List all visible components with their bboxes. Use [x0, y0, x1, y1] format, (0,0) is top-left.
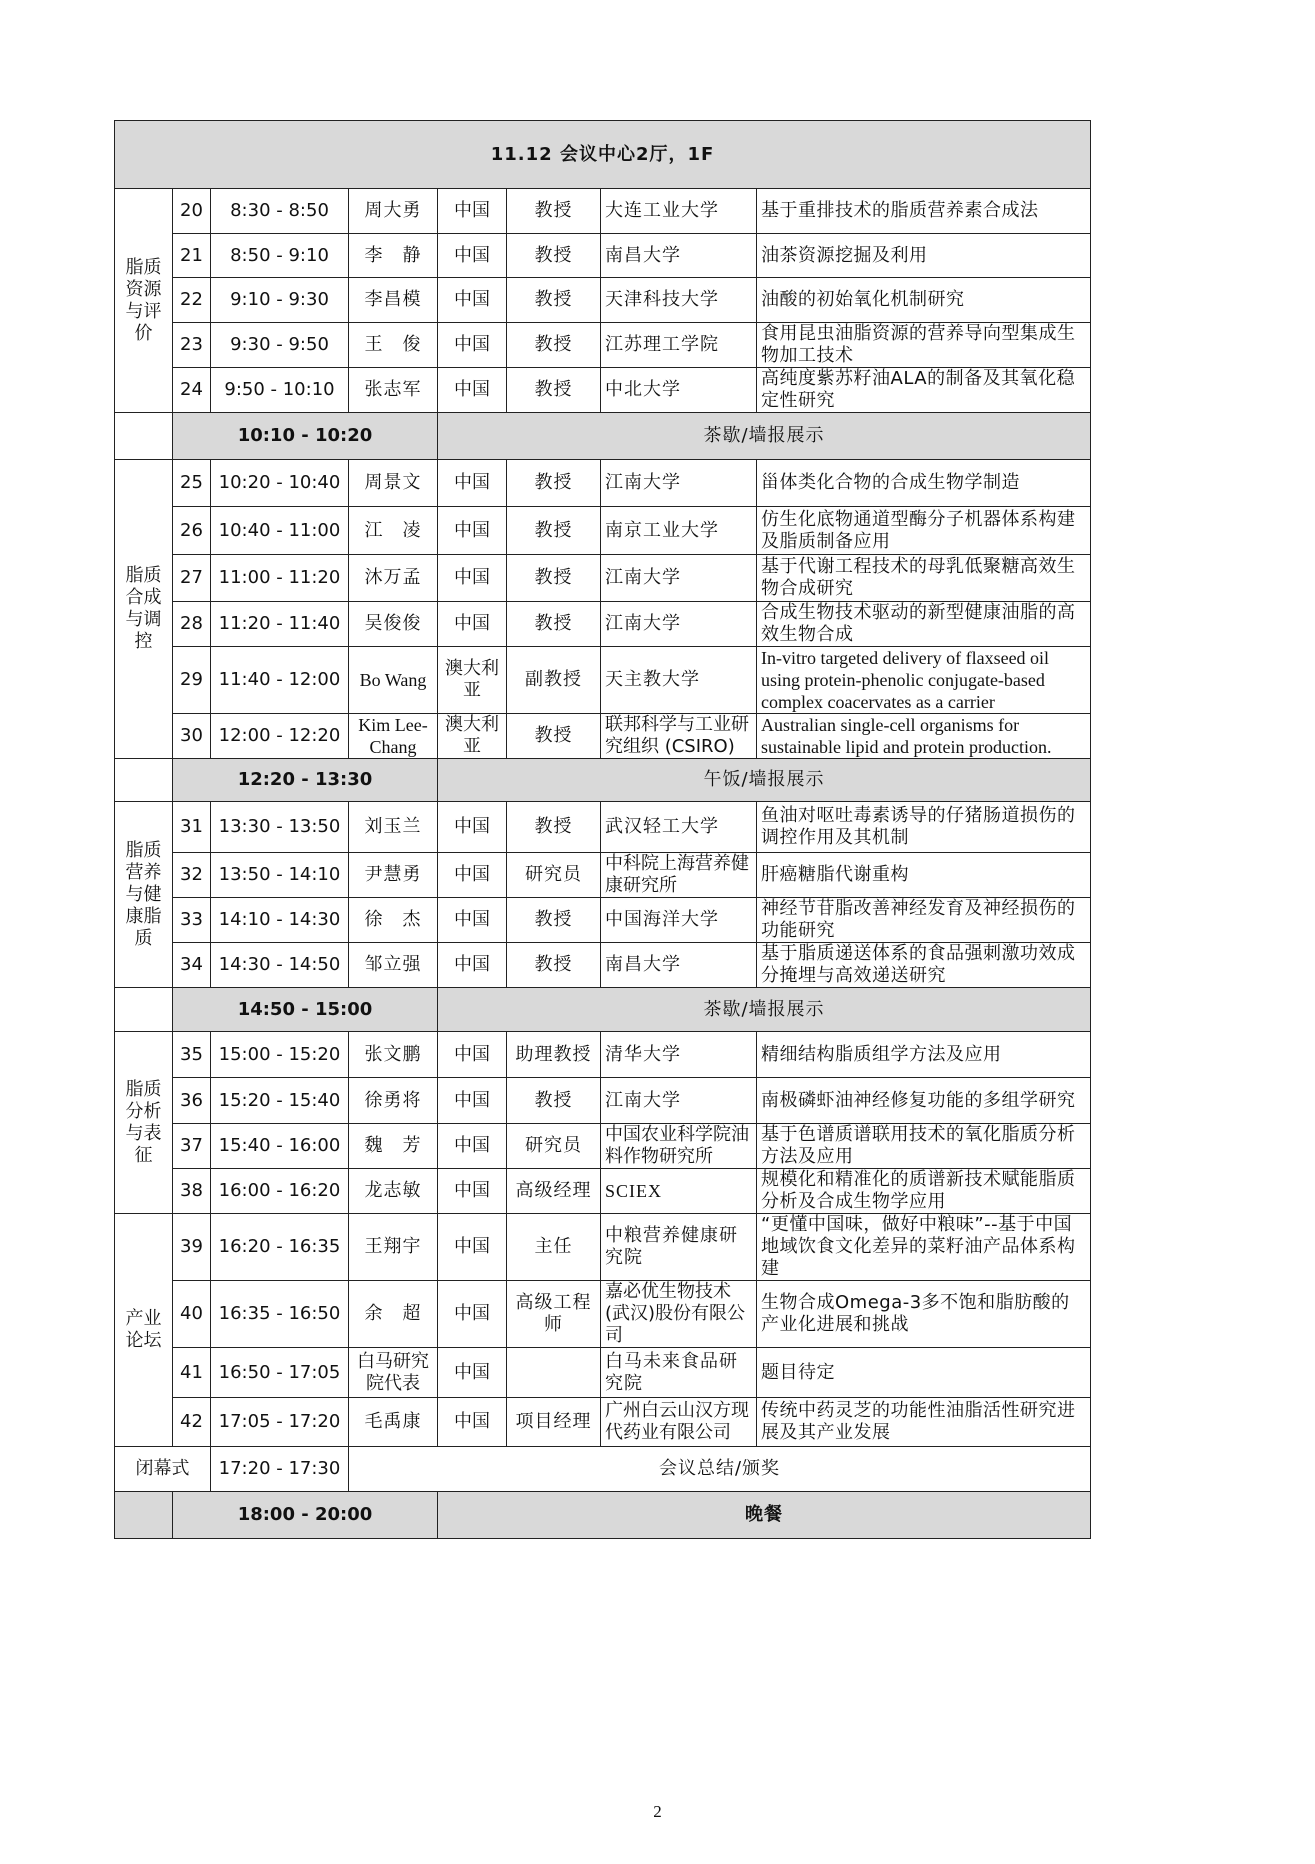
- speaker-name: 王 俊: [349, 323, 438, 368]
- break-time: 12:20 - 13:30: [173, 759, 438, 802]
- talk-topic: 鱼油对呕吐毒素诱导的仔猪肠道损伤的调控作用及其机制: [757, 802, 1091, 853]
- talk-topic: “更懂中国味，做好中粮味”--基于中国地域饮食文化差异的菜籽油产品体系构建: [757, 1214, 1091, 1281]
- speaker-country: 中国: [438, 555, 507, 602]
- talk-number: 42: [173, 1398, 211, 1447]
- talk-number: 35: [173, 1032, 211, 1078]
- speaker-country: 中国: [438, 507, 507, 555]
- closing-row: [115, 1447, 1091, 1492]
- talk-row: [115, 1078, 1091, 1124]
- talk-topic: Australian single-cell organisms for sustainable lipid and protein production.: [757, 714, 1091, 759]
- break-label: 午饭/墙报展示: [438, 759, 1091, 802]
- talk-number: 29: [173, 647, 211, 714]
- talk-number: 25: [173, 460, 211, 507]
- speaker-position: 教授: [507, 278, 601, 323]
- title-row: [115, 121, 1091, 189]
- talk-row: [115, 853, 1091, 898]
- talk-number: 26: [173, 507, 211, 555]
- talk-number: 21: [173, 234, 211, 278]
- speaker-country: 中国: [438, 802, 507, 853]
- speaker-organization: 清华大学: [601, 1032, 757, 1078]
- speaker-country: 中国: [438, 1398, 507, 1447]
- speaker-name: 徐勇将: [349, 1078, 438, 1124]
- break-empty-cell: [115, 413, 173, 460]
- speaker-name: Bo Wang: [349, 647, 438, 714]
- talk-row: [115, 507, 1091, 555]
- speaker-position: 教授: [507, 555, 601, 602]
- talk-row: [115, 278, 1091, 323]
- speaker-position: 主任: [507, 1214, 601, 1281]
- speaker-organization: 天津科技大学: [601, 278, 757, 323]
- talk-topic: 基于重排技术的脂质营养素合成法: [757, 189, 1091, 234]
- session-label: 脂质合成与调控: [115, 460, 173, 759]
- talk-row: [115, 234, 1091, 278]
- talk-time: 15:40 - 16:00: [211, 1124, 349, 1169]
- session-label: 脂质分析与表征: [115, 1032, 173, 1214]
- speaker-organization: 大连工业大学: [601, 189, 757, 234]
- talk-row: [115, 1169, 1091, 1214]
- talk-time: 12:00 - 12:20: [211, 714, 349, 759]
- speaker-name: 王翔宇: [349, 1214, 438, 1281]
- speaker-name: 吴俊俊: [349, 602, 438, 647]
- speaker-position: 助理教授: [507, 1032, 601, 1078]
- speaker-country: 澳大利亚: [438, 714, 507, 759]
- speaker-country: 中国: [438, 1348, 507, 1398]
- talk-time: 13:50 - 14:10: [211, 853, 349, 898]
- talk-row: [115, 460, 1091, 507]
- speaker-name: 张文鹏: [349, 1032, 438, 1078]
- talk-row: [115, 602, 1091, 647]
- talk-time: 8:30 - 8:50: [211, 189, 349, 234]
- speaker-name: 周景文: [349, 460, 438, 507]
- speaker-position: 教授: [507, 898, 601, 943]
- talk-number: 37: [173, 1124, 211, 1169]
- speaker-organization: 嘉必优生物技术(武汉)股份有限公司: [601, 1281, 757, 1348]
- talk-row: [115, 1214, 1091, 1281]
- speaker-country: 澳大利亚: [438, 647, 507, 714]
- talk-number: 32: [173, 853, 211, 898]
- speaker-organization: 中国海洋大学: [601, 898, 757, 943]
- talk-number: 33: [173, 898, 211, 943]
- talk-row: [115, 647, 1091, 714]
- speaker-name: 龙志敏: [349, 1169, 438, 1214]
- session-label: 产业论坛: [115, 1214, 173, 1447]
- speaker-position: 副教授: [507, 647, 601, 714]
- page-title: 11.12 会议中心2厅，1F: [115, 121, 1091, 189]
- speaker-country: 中国: [438, 898, 507, 943]
- speaker-country: 中国: [438, 1032, 507, 1078]
- speaker-position: 教授: [507, 234, 601, 278]
- dinner-label: 晚餐: [438, 1492, 1091, 1539]
- talk-topic: 传统中药灵芝的功能性油脂活性研究进展及其产业发展: [757, 1398, 1091, 1447]
- talk-number: 30: [173, 714, 211, 759]
- speaker-name: 江 凌: [349, 507, 438, 555]
- talk-number: 24: [173, 368, 211, 413]
- talk-time: 14:10 - 14:30: [211, 898, 349, 943]
- speaker-country: 中国: [438, 1078, 507, 1124]
- talk-topic: 油酸的初始氧化机制研究: [757, 278, 1091, 323]
- talk-number: 41: [173, 1348, 211, 1398]
- talk-topic: 甾体类化合物的合成生物学制造: [757, 460, 1091, 507]
- speaker-organization: 广州白云山汉方现代药业有限公司: [601, 1398, 757, 1447]
- talk-topic: 规模化和精准化的质谱新技术赋能脂质分析及合成生物学应用: [757, 1169, 1091, 1214]
- speaker-country: 中国: [438, 323, 507, 368]
- speaker-country: 中国: [438, 1124, 507, 1169]
- break-empty-cell: [115, 988, 173, 1032]
- speaker-name: 徐 杰: [349, 898, 438, 943]
- talk-number: 38: [173, 1169, 211, 1214]
- talk-topic: 食用昆虫油脂资源的营养导向型集成生物加工技术: [757, 323, 1091, 368]
- talk-time: 15:00 - 15:20: [211, 1032, 349, 1078]
- speaker-organization: 南昌大学: [601, 943, 757, 988]
- speaker-name: Kim Lee-Chang: [349, 714, 438, 759]
- speaker-position: 教授: [507, 323, 601, 368]
- talk-row: [115, 189, 1091, 234]
- speaker-position: 高级经理: [507, 1169, 601, 1214]
- talk-topic: 题目待定: [757, 1348, 1091, 1398]
- speaker-name: 李 静: [349, 234, 438, 278]
- talk-topic: 基于代谢工程技术的母乳低聚糖高效生物合成研究: [757, 555, 1091, 602]
- speaker-name: 李昌模: [349, 278, 438, 323]
- speaker-country: 中国: [438, 278, 507, 323]
- talk-number: 28: [173, 602, 211, 647]
- speaker-organization: 江南大学: [601, 555, 757, 602]
- talk-topic: 合成生物技术驱动的新型健康油脂的高效生物合成: [757, 602, 1091, 647]
- break-row: [115, 413, 1091, 460]
- speaker-organization: 中科院上海营养健康研究所: [601, 853, 757, 898]
- speaker-name: 白马研究院代表: [349, 1348, 438, 1398]
- dinner-row: [115, 1492, 1091, 1539]
- speaker-organization: 江南大学: [601, 1078, 757, 1124]
- schedule-table: [114, 120, 1091, 1539]
- break-label: 茶歇/墙报展示: [438, 413, 1091, 460]
- speaker-country: 中国: [438, 234, 507, 278]
- speaker-position: 教授: [507, 802, 601, 853]
- break-empty-cell: [115, 759, 173, 802]
- speaker-position: 研究员: [507, 1124, 601, 1169]
- talk-time: 17:05 - 17:20: [211, 1398, 349, 1447]
- talk-number: 40: [173, 1281, 211, 1348]
- speaker-country: 中国: [438, 1169, 507, 1214]
- talk-time: 10:40 - 11:00: [211, 507, 349, 555]
- speaker-country: 中国: [438, 853, 507, 898]
- talk-topic: 基于色谱质谱联用技术的氧化脂质分析方法及应用: [757, 1124, 1091, 1169]
- speaker-position: 教授: [507, 507, 601, 555]
- speaker-position: 教授: [507, 602, 601, 647]
- talk-time: 13:30 - 13:50: [211, 802, 349, 853]
- speaker-position: 教授: [507, 714, 601, 759]
- speaker-organization: 联邦科学与工业研究组织 (CSIRO): [601, 714, 757, 759]
- speaker-organization: 江南大学: [601, 460, 757, 507]
- speaker-position: 教授: [507, 943, 601, 988]
- talk-topic: 基于脂质递送体系的食品强刺激功效成分掩埋与高效递送研究: [757, 943, 1091, 988]
- break-label: 茶歇/墙报展示: [438, 988, 1091, 1032]
- talk-time: 16:00 - 16:20: [211, 1169, 349, 1214]
- talk-row: [115, 802, 1091, 853]
- talk-topic: 肝癌糖脂代谢重构: [757, 853, 1091, 898]
- talk-time: 16:35 - 16:50: [211, 1281, 349, 1348]
- speaker-organization: 白马未来食品研究院: [601, 1348, 757, 1398]
- talk-time: 11:00 - 11:20: [211, 555, 349, 602]
- talk-time: 9:10 - 9:30: [211, 278, 349, 323]
- speaker-name: 余 超: [349, 1281, 438, 1348]
- speaker-position: 教授: [507, 189, 601, 234]
- speaker-country: 中国: [438, 460, 507, 507]
- talk-topic: 仿生化底物通道型酶分子机器体系构建及脂质制备应用: [757, 507, 1091, 555]
- talk-time: 8:50 - 9:10: [211, 234, 349, 278]
- speaker-name: 刘玉兰: [349, 802, 438, 853]
- talk-time: 16:20 - 16:35: [211, 1214, 349, 1281]
- talk-topic: 高纯度紫苏籽油ALA的制备及其氧化稳定性研究: [757, 368, 1091, 413]
- talk-topic: 精细结构脂质组学方法及应用: [757, 1032, 1091, 1078]
- talk-topic: 生物合成Omega-3多不饱和脂肪酸的产业化进展和挑战: [757, 1281, 1091, 1348]
- talk-time: 15:20 - 15:40: [211, 1078, 349, 1124]
- talk-topic: 南极磷虾油神经修复功能的多组学研究: [757, 1078, 1091, 1124]
- speaker-organization: 天主教大学: [601, 647, 757, 714]
- speaker-position: 教授: [507, 368, 601, 413]
- talk-row: [115, 323, 1091, 368]
- speaker-position: 项目经理: [507, 1398, 601, 1447]
- talk-row: [115, 368, 1091, 413]
- talk-topic: In-vitro targeted delivery of flaxseed oil using protein-phenolic conjugate-based complex coacervates as a carrier: [757, 647, 1091, 714]
- speaker-country: 中国: [438, 943, 507, 988]
- speaker-position: 教授: [507, 1078, 601, 1124]
- speaker-name: 张志军: [349, 368, 438, 413]
- talk-number: 36: [173, 1078, 211, 1124]
- speaker-organization: 南京工业大学: [601, 507, 757, 555]
- talk-row: [115, 555, 1091, 602]
- speaker-position: [507, 1348, 601, 1398]
- speaker-organization: 南昌大学: [601, 234, 757, 278]
- speaker-name: 尹慧勇: [349, 853, 438, 898]
- talk-time: 11:20 - 11:40: [211, 602, 349, 647]
- closing-time: 17:20 - 17:30: [211, 1447, 349, 1492]
- talk-row: [115, 714, 1091, 759]
- talk-number: 31: [173, 802, 211, 853]
- closing-label: 闭幕式: [115, 1447, 211, 1492]
- speaker-name: 周大勇: [349, 189, 438, 234]
- speaker-organization: 江南大学: [601, 602, 757, 647]
- talk-time: 9:30 - 9:50: [211, 323, 349, 368]
- talk-time: 14:30 - 14:50: [211, 943, 349, 988]
- closing-activity: 会议总结/颁奖: [349, 1447, 1091, 1492]
- speaker-organization: 武汉轻工大学: [601, 802, 757, 853]
- talk-time: 16:50 - 17:05: [211, 1348, 349, 1398]
- talk-row: [115, 1281, 1091, 1348]
- break-time: 14:50 - 15:00: [173, 988, 438, 1032]
- speaker-country: 中国: [438, 1214, 507, 1281]
- speaker-country: 中国: [438, 602, 507, 647]
- talk-number: 39: [173, 1214, 211, 1281]
- talk-number: 23: [173, 323, 211, 368]
- talk-row: [115, 1124, 1091, 1169]
- page-number: 2: [653, 1802, 662, 1821]
- speaker-position: 研究员: [507, 853, 601, 898]
- talk-number: 34: [173, 943, 211, 988]
- speaker-country: 中国: [438, 368, 507, 413]
- speaker-name: 邹立强: [349, 943, 438, 988]
- speaker-country: 中国: [438, 1281, 507, 1348]
- break-time: 10:10 - 10:20: [173, 413, 438, 460]
- talk-time: 11:40 - 12:00: [211, 647, 349, 714]
- speaker-position: 高级工程师: [507, 1281, 601, 1348]
- talk-row: [115, 943, 1091, 988]
- speaker-organization: 中北大学: [601, 368, 757, 413]
- speaker-organization: SCIEX: [601, 1169, 757, 1214]
- session-label: 脂质资源与评价: [115, 189, 173, 413]
- dinner-empty-cell: [115, 1492, 173, 1539]
- speaker-organization: 江苏理工学院: [601, 323, 757, 368]
- session-label: 脂质营养与健康脂质: [115, 802, 173, 988]
- talk-time: 10:20 - 10:40: [211, 460, 349, 507]
- speaker-organization: 中国农业科学院油料作物研究所: [601, 1124, 757, 1169]
- speaker-organization: 中粮营养健康研究院: [601, 1214, 757, 1281]
- talk-row: [115, 1032, 1091, 1078]
- talk-row: [115, 1348, 1091, 1398]
- talk-topic: 油茶资源挖掘及利用: [757, 234, 1091, 278]
- talk-row: [115, 1398, 1091, 1447]
- talk-number: 20: [173, 189, 211, 234]
- speaker-name: 沐万孟: [349, 555, 438, 602]
- speaker-name: 毛禹康: [349, 1398, 438, 1447]
- break-row: [115, 988, 1091, 1032]
- talk-number: 22: [173, 278, 211, 323]
- talk-number: 27: [173, 555, 211, 602]
- talk-time: 9:50 - 10:10: [211, 368, 349, 413]
- talk-row: [115, 898, 1091, 943]
- speaker-name: 魏 芳: [349, 1124, 438, 1169]
- speaker-position: 教授: [507, 460, 601, 507]
- break-row: [115, 759, 1091, 802]
- dinner-time: 18:00 - 20:00: [173, 1492, 438, 1539]
- speaker-country: 中国: [438, 189, 507, 234]
- talk-topic: 神经节苷脂改善神经发育及神经损伤的功能研究: [757, 898, 1091, 943]
